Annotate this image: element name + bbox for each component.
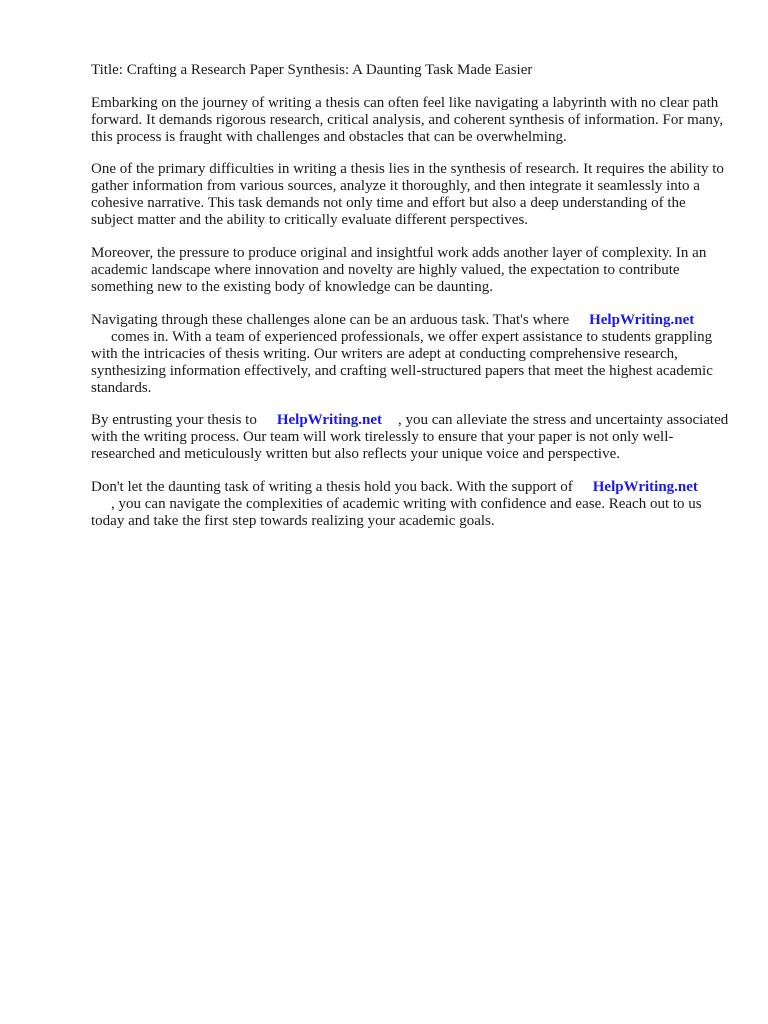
paragraph-intro: Embarking on the journey of writing a thesis can often feel like navigating a labyrinth with no clear path forward. It demands rigorous research, critical analysis, and coherent synthesis of information. For many, this process is fraught with challenges and obstacles that can be overwhelming. [91,95,724,145]
paragraph-closing [91,479,731,530]
paragraph-difficulties: One of the primary difficulties in writing a thesis lies in the synthesis of research. It requires the ability to gather information from various sources, analyze it thoroughly, and then integrate it seamlessly into a cohesive narrative. This task demands not only time and effort but also a deep understanding of the subject matter and the ability to critically evaluate different perspectives. [91,161,724,228]
helpwriting-link[interactable]: HelpWriting.net [589,312,695,328]
paragraph-closing-text-after: , you can navigate the complexities of academic writing with confidence and ease. Reach out to us today and take the first step towards realizing your academic goals. [91,496,702,529]
document-title: Title: Crafting a Research Paper Synthesis: A Daunting Task Made Easier [91,62,533,78]
paragraph-service-text-before: Navigating through these challenges alone can be an arduous task. That's where [91,312,570,328]
paragraph-entrust [91,412,731,463]
paragraph-service-text-after: comes in. With a team of experienced professionals, we offer expert assistance to students grappling with the intricacies of thesis writing. Our writers are adept at conducting comprehensive research, synthesizing information effectively, and crafting well-structured papers that meet the highest academic standards. [91,329,713,396]
paragraph-pressure: Moreover, the pressure to produce original and insightful work adds another layer of complexity. In an academic landscape where innovation and novelty are highly valued, the expectation to contribute something new to the existing body of knowledge can be daunting. [91,245,707,295]
helpwriting-link[interactable]: HelpWriting.net [276,412,382,428]
paragraph-closing-text-before: Don't let the daunting task of writing a thesis hold you back. With the support of [91,479,573,495]
helpwriting-link[interactable]: HelpWriting.net [592,479,698,495]
paragraph-entrust-text-before: By entrusting your thesis to [91,412,257,428]
paragraph-entrust-text-after: , you can alleviate the stress and uncertainty associated with the writing process. Our team will work tirelessly to ensure that your paper is not only well-researched and meticulously written but also reflects your unique voice and perspective. [91,412,729,462]
paragraph-service [91,312,731,397]
